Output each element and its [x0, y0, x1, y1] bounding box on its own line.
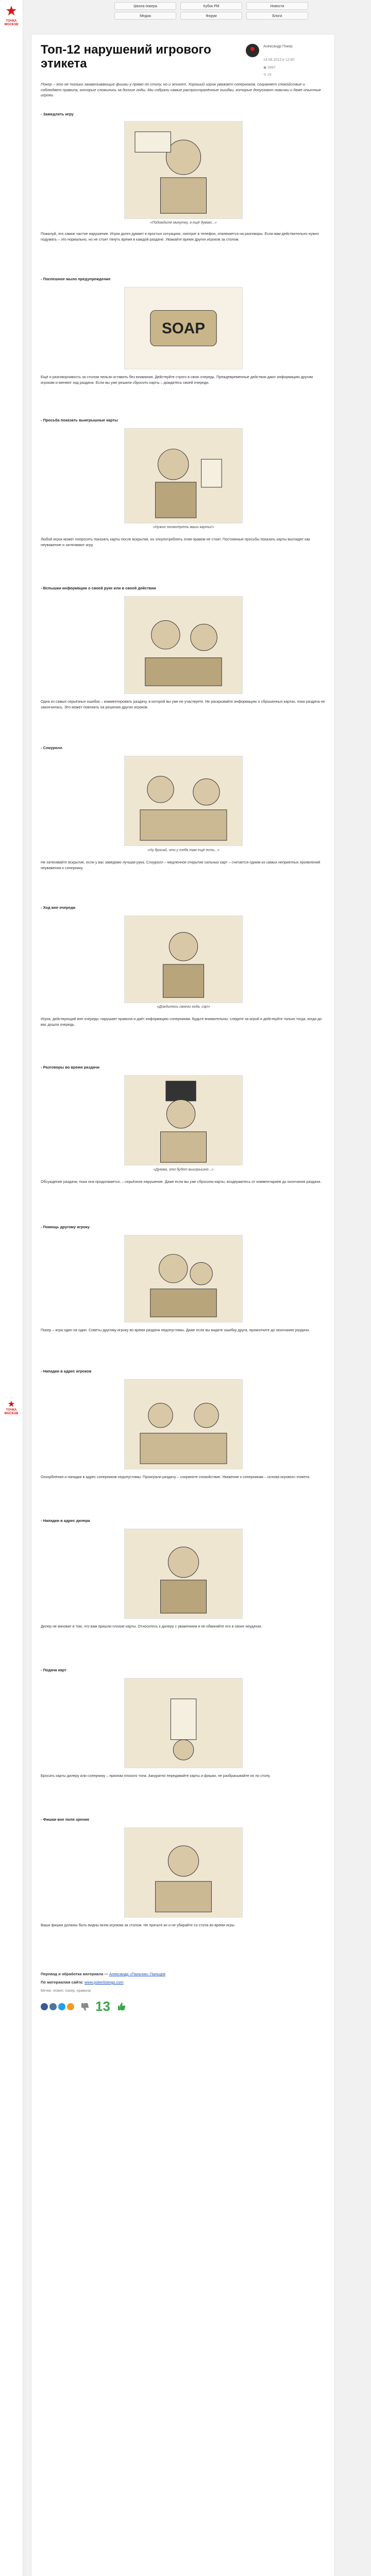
caption-5: «Ну бросай, что у тебя там ещё есть...»	[147, 849, 220, 852]
translation-credit	[41, 1972, 165, 1976]
illustration-12	[124, 1827, 243, 1918]
sidebar-logo-text-bottom: ТОЧКА МОСКОВ	[4, 1409, 19, 1415]
nav-forum[interactable]: Форум	[180, 12, 242, 20]
illustration-4	[124, 596, 243, 694]
star-small-icon	[8, 1400, 15, 1408]
odnoklassniki-icon[interactable]	[67, 2003, 74, 2010]
sidebar-logo-text: ТОЧКА МОСКОВ	[4, 20, 19, 26]
illustration-7	[124, 1075, 243, 1165]
source-credit	[41, 1980, 124, 1985]
section-title-8: - Помощь другому игроку	[41, 1225, 90, 1229]
comments-value: 15	[267, 73, 272, 77]
vk-icon[interactable]	[49, 2003, 57, 2010]
thumb-down-icon[interactable]	[80, 2002, 90, 2012]
illustration-10	[124, 1529, 243, 1619]
source-label: По материалам сайта:	[41, 1980, 83, 1985]
avatar[interactable]	[246, 44, 259, 57]
nav-media[interactable]: Медиа	[114, 12, 176, 20]
illustration-5	[124, 756, 243, 846]
illustration-8	[124, 1235, 243, 1323]
section-text-3: Любой игрок может попросить показать карты после вскрытия, но злоупотреблять этим правом не стоит. Постоянные просьбы показать карты выглядят как неуважение и затягивают игру.	[41, 537, 310, 547]
page-title: Топ-12 нарушений игрового этикета	[41, 43, 211, 71]
intro-text: Покер – это не только захватывающие фишки у прямо по столу, но и этикет. Хороший игрок уважает соперников, сохраняет спокойствие и соблюдает правила, которые сложились за долгие годы. Мы собрали самые распространённые ошибки, которые допускают новички и даже опытные игроки.	[41, 82, 321, 97]
svg-text:SOAP: SOAP	[162, 319, 205, 337]
caption-6: «Дождитесь своего хода, сэр!»	[157, 1005, 210, 1009]
facebook-icon[interactable]	[41, 2003, 48, 2010]
illustration-3	[124, 428, 243, 523]
thumb-up-icon[interactable]	[116, 2002, 127, 2012]
sidebar	[0, 0, 23, 2576]
section-text-1: Пожалуй, это самое частое нарушение. Игрок долго думает в простых ситуациях, смотрит в телефон, отвлекается на разговоры. Если вам действительно нужно подумать – это нормально, но не стоит тянуть время в каждой раздаче. Уважайте время других игроков за столом.	[41, 231, 319, 242]
illustration-11	[124, 1678, 243, 1768]
caption-1: «Подождите минутку, я ещё думаю...»	[150, 221, 217, 225]
section-title-1: - Замедлять игру	[41, 112, 74, 116]
tags-line: Метки: этикет, покер, правила	[41, 1989, 91, 1993]
section-title-2: - Поспешное мыло предупреждение	[41, 277, 111, 281]
section-text-2: Ещё и разговорчивость за столом нельзя оставить без внимания. Действуйте строго в свою очередь. Преждевременные действия дают информацию другим игрокам и меняют ход раздачи. Если вы уже решили сбросить карты – дождитесь своей очереди.	[41, 375, 313, 385]
sidebar-logo-bottom[interactable]	[2, 1400, 21, 1416]
post-date: 14.08.2013 в 12:00	[263, 58, 295, 62]
eye-icon: ◉	[263, 66, 267, 70]
section-text-9: Оскорбления и нападки в адрес соперников недопустимы. Проиграли раздачу – сохраните спокойствие. Уважение к соперникам – основа игрового этикета.	[41, 1475, 310, 1479]
illustration-6	[124, 916, 243, 1003]
section-text-12: Ваши фишки должны быть видны всем игрокам за столом. Не прячьте их и не убирайте со стола во время игры.	[41, 1923, 235, 1927]
section-title-5: - Слоуролл	[41, 745, 62, 750]
translation-author-link[interactable]: Александр «Пальчик» Пальцев	[109, 1972, 165, 1976]
section-text-8: Покер – игра один на один. Советы другому игроку во время раздачи недопустимы. Даже если вы видите ошибку друга, промолчите до окончания раздачи.	[41, 1328, 310, 1332]
section-text-7: Обсуждение раздачи, пока она продолжается, – серьёзное нарушение. Даже если вы уже сбросили карты, воздержитесь от комментариев до окончания раздачи.	[41, 1179, 322, 1184]
nav-news[interactable]: Новости	[246, 2, 308, 10]
section-title-9: - Нападки в адрес игроков	[41, 1369, 92, 1374]
article-card	[31, 34, 335, 2576]
section-title-10: - Нападки в адрес дилера	[41, 1518, 90, 1523]
section-title-6: - Ход вне очереди	[41, 905, 76, 910]
section-text-10: Дилер не виноват в том, что вам пришли плохие карты. Относитесь к дилеру с уважением и не обвиняйте его в своих неудачах.	[41, 1624, 262, 1629]
nav-cup[interactable]: Кубок РМ	[180, 2, 242, 10]
twitter-icon[interactable]	[58, 2003, 65, 2010]
section-text-5: Не затягивайте вскрытие, если у вас заведомо лучшая рука. Слоуролл – медленное открытие сильных карт – считается одним из самых неприятных проявлений неуважения к сопернику.	[41, 860, 321, 870]
section-title-3: - Просьба показать выигрышные карты	[41, 418, 118, 422]
comments-count[interactable]	[263, 73, 272, 77]
section-title-11: - Подача карт	[41, 1668, 66, 1672]
share-bar	[41, 1998, 127, 2014]
nav-row-1	[77, 2, 345, 10]
sidebar-logo-top[interactable]	[2, 20, 21, 27]
nav-blogs[interactable]: Блоги	[246, 12, 308, 20]
section-title-12: - Фишки вне поля зрения	[41, 1817, 89, 1822]
nav-poker-school[interactable]: Школа покера	[114, 2, 176, 10]
views-value: 3397	[267, 66, 276, 70]
star-logo-icon[interactable]	[6, 5, 17, 16]
source-link[interactable]: www.pokerlistings.com	[84, 1980, 124, 1985]
illustration-2	[124, 287, 243, 369]
caption-3: «Нужно посмотреть ваши карты!»	[153, 526, 214, 529]
section-title-4: - Вспышки информации о своей руке или в своей действии	[41, 586, 156, 590]
nav-row-2	[77, 12, 345, 20]
translation-label: Перевод и обработка материала —	[41, 1972, 108, 1976]
illustration-9	[124, 1379, 243, 1469]
top-nav	[77, 2, 345, 22]
section-text-11: Бросать карты дилеру или сопернику – признак плохого тона. Аккуратно передавайте карты и фишки, не разбрасывайте их по столу.	[41, 1773, 271, 1778]
section-title-7: - Разговоры во время раздачи	[41, 1065, 99, 1070]
views-count	[263, 65, 276, 70]
section-text-6: Игрок, действующий вне очереди, нарушает правила и даёт информацию соперникам. Будьте внимательны: следите за игрой и действуйте только тогда, когда до вас дошла очередь.	[41, 1016, 322, 1027]
illustration-1	[124, 121, 243, 219]
section-text-4: Одна из самых серьёзных ошибок – комментировать раздачу, в которой вы уже не участвуете. Не раскрывайте информацию о сброшенных картах, пока раздача не закончилась. Это может повлиять на решения других игроков.	[41, 699, 325, 709]
comment-icon: ✎	[263, 73, 266, 77]
caption-7: «Думаю, это будет выигрышно...»	[153, 1168, 214, 1172]
likes-count: 13	[95, 1998, 110, 2014]
author-name[interactable]: Александр Покер	[263, 45, 293, 48]
